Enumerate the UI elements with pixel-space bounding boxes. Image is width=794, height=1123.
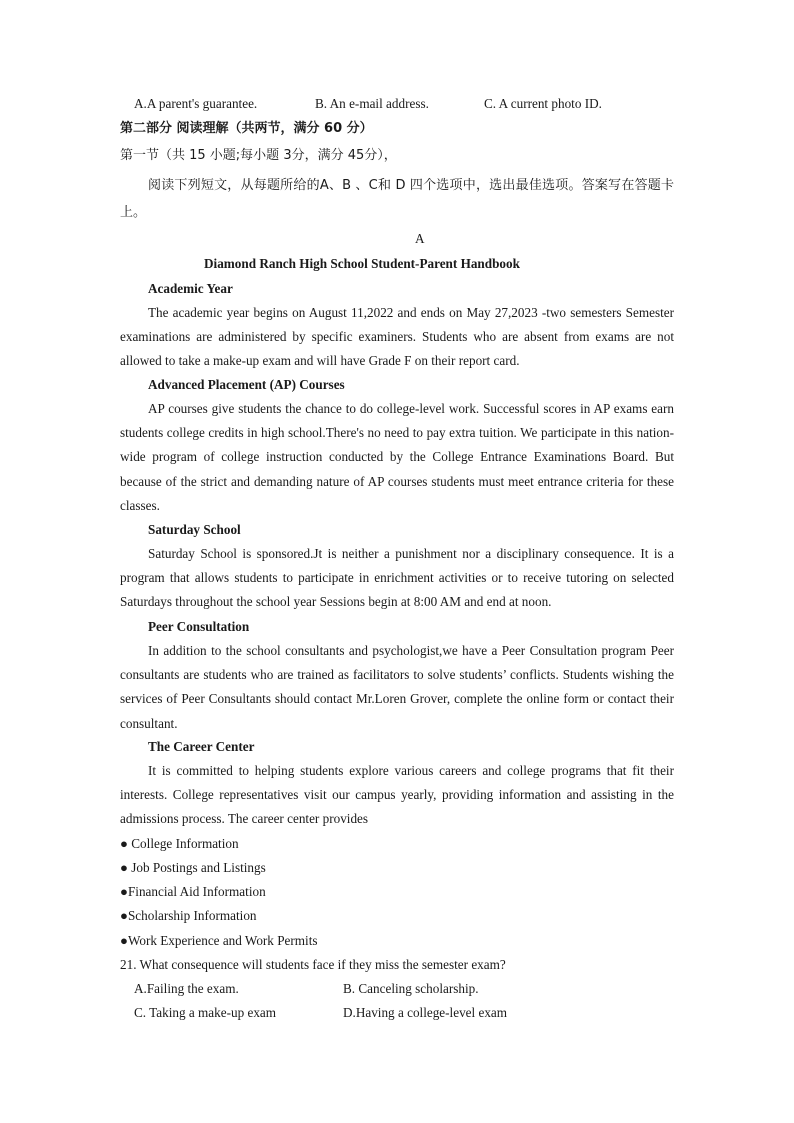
- passage-label: A: [415, 231, 425, 246]
- prev-option-b: B. An e-mail address.: [315, 96, 429, 111]
- bullet-item: ●Financial Aid Information: [120, 884, 266, 899]
- section1-heading: 第一节（共 15 小题;每小题 3分，满分 45分），: [120, 148, 397, 163]
- question-21-option-b: B. Canceling scholarship.: [343, 981, 479, 996]
- section-heading-career-center: The Career Center: [148, 739, 255, 754]
- section-heading-academic-year: Academic Year: [148, 281, 233, 296]
- passage-title: Diamond Ranch High School Student-Parent Handbook: [204, 256, 520, 271]
- bullet-item: ●Work Experience and Work Permits: [120, 933, 318, 948]
- bullet-item: ● Job Postings and Listings: [120, 860, 266, 875]
- bullet-item: ●Scholarship Information: [120, 908, 257, 923]
- section-text-career-center: It is committed to helping students explore various careers and college programs that fit their interests. College representatives visit our campus yearly, providing information and assisting in the admissions process. The career center provides: [120, 763, 674, 827]
- section-text-saturday-school: Saturday School is sponsored.Jt is neither a punishment nor a disciplinary consequence. It is a program that allows students to participate in enrichment activities or to receive tutoring on selected Saturdays throughout the school year Sessions begin at 8:00 AM and end at noon.: [120, 546, 674, 610]
- section-text-peer-consultation: In addition to the school consultants and psychologist,we have a Peer Consultation program Peer consultants are students who are trained as facilitators to solve students’ conflicts. Students wishing the services of Peer Consultants should contact Mr.Loren Grover, complete the online form or contact their consultant.: [120, 643, 674, 731]
- prev-option-a: A.A parent's guarantee.: [134, 96, 258, 111]
- instruction-text: 阅读下列短文，从每题所给的A、B 、C和 D 四个选项中，选出最佳选项。答案写在答题卡上。: [120, 178, 674, 220]
- question-21-option-c: C. Taking a make-up exam: [134, 1005, 277, 1020]
- prev-option-c: C. A current photo ID.: [484, 96, 602, 111]
- section-heading-peer-consultation: Peer Consultation: [148, 619, 250, 634]
- part2-heading: 第二部分 阅读理解（共两节，满分 60 分）: [120, 121, 373, 136]
- question-21-option-d: D.Having a college-level exam: [343, 1005, 508, 1020]
- bullet-item: ● College Information: [120, 836, 239, 851]
- section-heading-saturday-school: Saturday School: [148, 522, 241, 537]
- section-heading-ap-courses: Advanced Placement (AP) Courses: [148, 377, 345, 392]
- section-text-academic-year: The academic year begins on August 11,2022 and ends on May 27,2023 -two semesters Semester examinations are administered by specific examiners. Students who are absent from exams are not allowed to take a make-up exam and will have Grade F on their report card.: [120, 305, 674, 369]
- section-text-ap-courses: AP courses give students the chance to do college-level work. Successful scores in AP exams earn students college credits in high school.There's no need to pay extra tuition. We participate in this nation-wide program of college instruction conducted by the College Entrance Examinations Board. But because of the strict and demanding nature of AP courses students must meet entrance criteria for these classes.: [120, 401, 674, 513]
- question-21-stem: 21. What consequence will students face if they miss the semester exam?: [120, 957, 506, 972]
- question-21-option-a: A.Failing the exam.: [134, 981, 239, 996]
